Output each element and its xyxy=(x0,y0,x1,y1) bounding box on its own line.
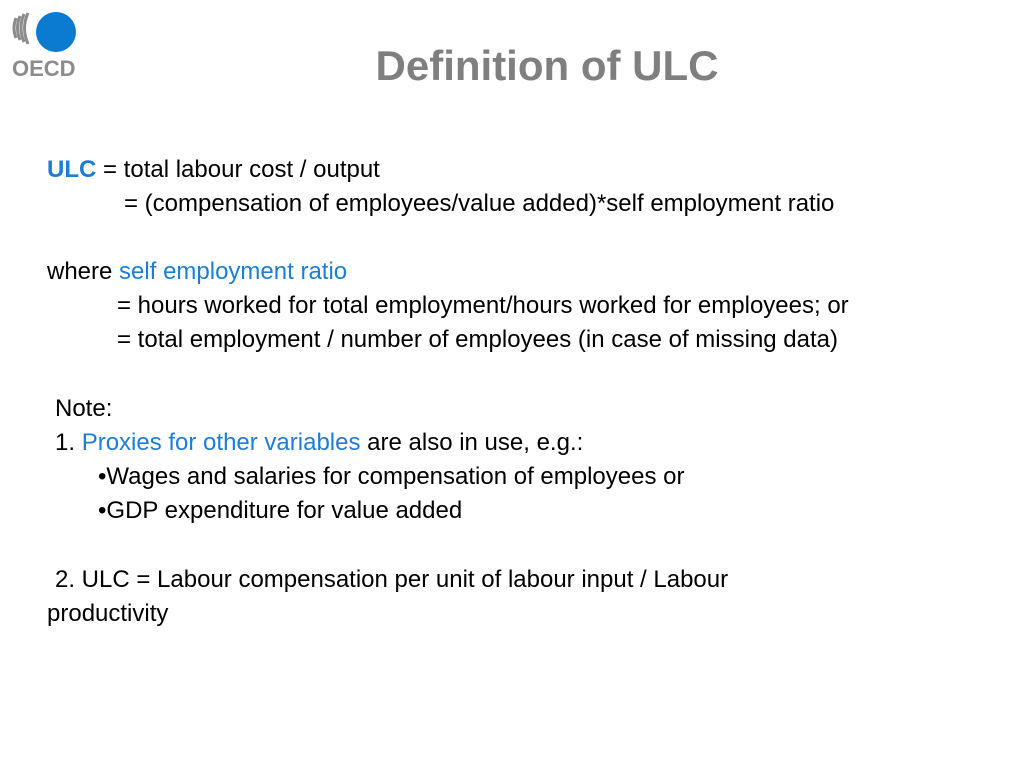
note-item-2-line-2: productivity xyxy=(47,600,169,627)
note-item-1 xyxy=(55,426,583,460)
note-item-1-prefix: 1. xyxy=(55,429,82,456)
where-prefix: where xyxy=(47,258,120,285)
note-heading: Note: xyxy=(55,395,113,422)
self-employment-ratio-term: self employment ratio xyxy=(119,258,348,285)
proxies-link-text: Proxies for other variables xyxy=(81,429,361,456)
ratio-formula-2: = total employment / number of employees (in case of missing data) xyxy=(117,326,839,353)
svg-text:OECD: OECD xyxy=(12,56,76,81)
ulc-term: ULC xyxy=(47,156,97,183)
ratio-formula-1: = hours worked for total employment/hours worked for employees; or xyxy=(117,292,849,319)
note-item-2-line-1: 2. ULC = Labour compensation per unit of labour input / Labour xyxy=(55,566,729,593)
note-item-1-suffix: are also in use, e.g.: xyxy=(360,429,584,456)
ulc-definition-line xyxy=(47,153,380,187)
note-bullet-1: •Wages and salaries for compensation of employees or xyxy=(98,463,685,490)
page-title: Definition of ULC xyxy=(375,42,719,89)
where-line xyxy=(47,255,347,289)
ulc-formula-2: = (compensation of employees/value added)*self employment ratio xyxy=(124,190,835,217)
ulc-formula-1: = total labour cost / output xyxy=(103,156,380,183)
note-bullet-2: •GDP expenditure for value added xyxy=(98,497,463,524)
